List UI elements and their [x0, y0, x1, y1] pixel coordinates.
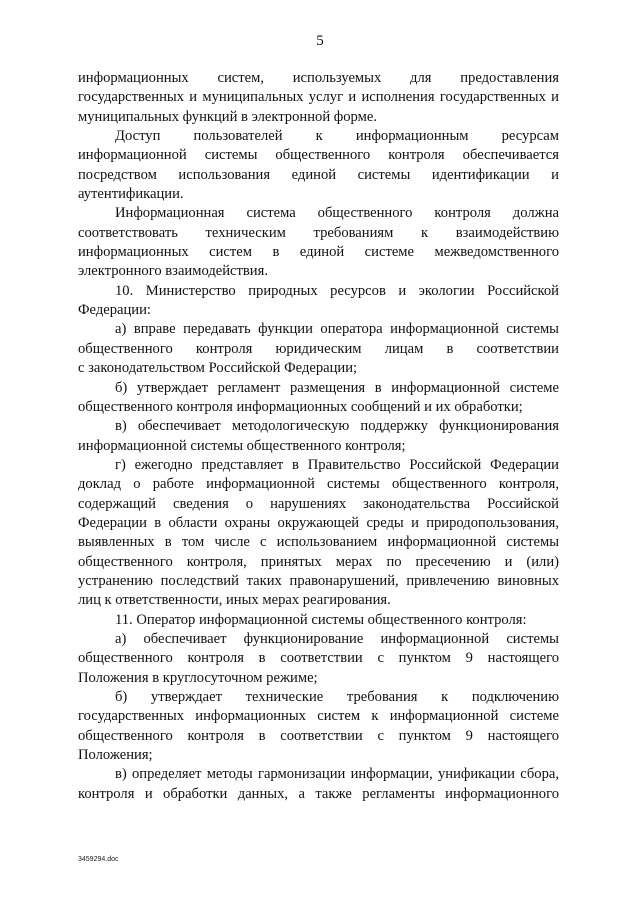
paragraph [78, 417, 559, 456]
text-line: соответствовать техническим требованиям к взаимодействию [78, 224, 559, 241]
text-line: информационных систем, используемых для предоставления [78, 70, 559, 86]
text-line: в) определяет методы гармонизации информации, унификации сбора, [115, 766, 559, 783]
text-line: в) обеспечивает методологическую поддержку функционирования [115, 418, 559, 435]
text-line: Положения; [78, 747, 153, 764]
text-line: государственных информационных систем к информационной системе [78, 708, 559, 725]
paragraph [78, 611, 559, 630]
text-line: общественного контроля в соответствии с пунктом 9 настоящего [78, 727, 559, 744]
file-name-footer: 3459294.doc [78, 856, 119, 863]
text-line: устранению последствий таких правонарушений, привлечению виновных [78, 572, 559, 589]
paragraph [78, 69, 559, 127]
text-line: посредством использования единой системы идентификации и [78, 166, 559, 183]
text-line: а) вправе передавать функции оператора информационной системы [115, 321, 559, 338]
text-line: общественного контроля в соответствии с пунктом 9 настоящего [78, 650, 559, 667]
text-line: информационной системы общественного контроля обеспечивается [78, 147, 559, 164]
text-line: содержащий сведения о нарушениях законодательства Российской [78, 495, 559, 512]
text-line: государственных и муниципальных услуг и исполнения государственных и [78, 89, 559, 106]
paragraph [78, 204, 559, 281]
text-line: Доступ пользователей к информационным ресурсам [115, 128, 559, 145]
text-line: контроля и обработки данных, а также регламенты информационного [78, 785, 559, 802]
text-line: общественного контроля информационных сообщений и их обработки; [78, 398, 523, 415]
text-line: г) ежегодно представляет в Правительство Российской Федерации [115, 456, 559, 473]
text-line: муниципальных функций в электронной форме. [78, 108, 377, 125]
text-line: общественного контроля юридическим лицам в соответствии [78, 340, 559, 357]
paragraph [78, 282, 559, 321]
text-line: выявленных в том числе с использованием информационной системы [78, 534, 559, 551]
paragraph [78, 456, 559, 611]
text-line: Положения в круглосуточном режиме; [78, 669, 318, 686]
paragraph [78, 688, 559, 765]
paragraph [78, 320, 559, 378]
text-line: Федерации в области охраны окружающей среды и природопользования, [78, 514, 559, 531]
text-line: информационных систем в единой системе межведомственного [78, 244, 559, 261]
text-line: 10. Министерство природных ресурсов и экологии Российской [115, 282, 559, 299]
paragraph [78, 630, 559, 688]
text-line: 11. Оператор информационной системы общественного контроля: [115, 611, 527, 628]
paragraph [78, 379, 559, 418]
text-line: лиц к ответственности, иных мерах реагирования. [78, 592, 391, 609]
text-line: б) утверждает технические требования к подключению [115, 689, 559, 705]
paragraph [78, 765, 559, 804]
page-number: 5 [316, 33, 324, 49]
text-line: а) обеспечивает функционирование информационной системы [115, 630, 559, 647]
paragraph [78, 127, 559, 204]
text-line: с законодательством Российской Федерации; [78, 360, 358, 377]
text-line: б) утверждает регламент размещения в информационной системе [115, 379, 559, 396]
text-line: Информационная система общественного контроля должна [115, 205, 559, 222]
text-line: аутентификации. [78, 186, 184, 203]
text-line: электронного взаимодействия. [78, 263, 268, 280]
text-line: Федерации: [78, 302, 151, 319]
text-line: информационной системы общественного контроля; [78, 437, 406, 454]
text-line: общественного контроля, принятых мерах по пресечению и (или) [78, 553, 559, 570]
text-line: доклад о работе информационной системы общественного контроля, [78, 476, 559, 493]
document-body [78, 69, 559, 804]
